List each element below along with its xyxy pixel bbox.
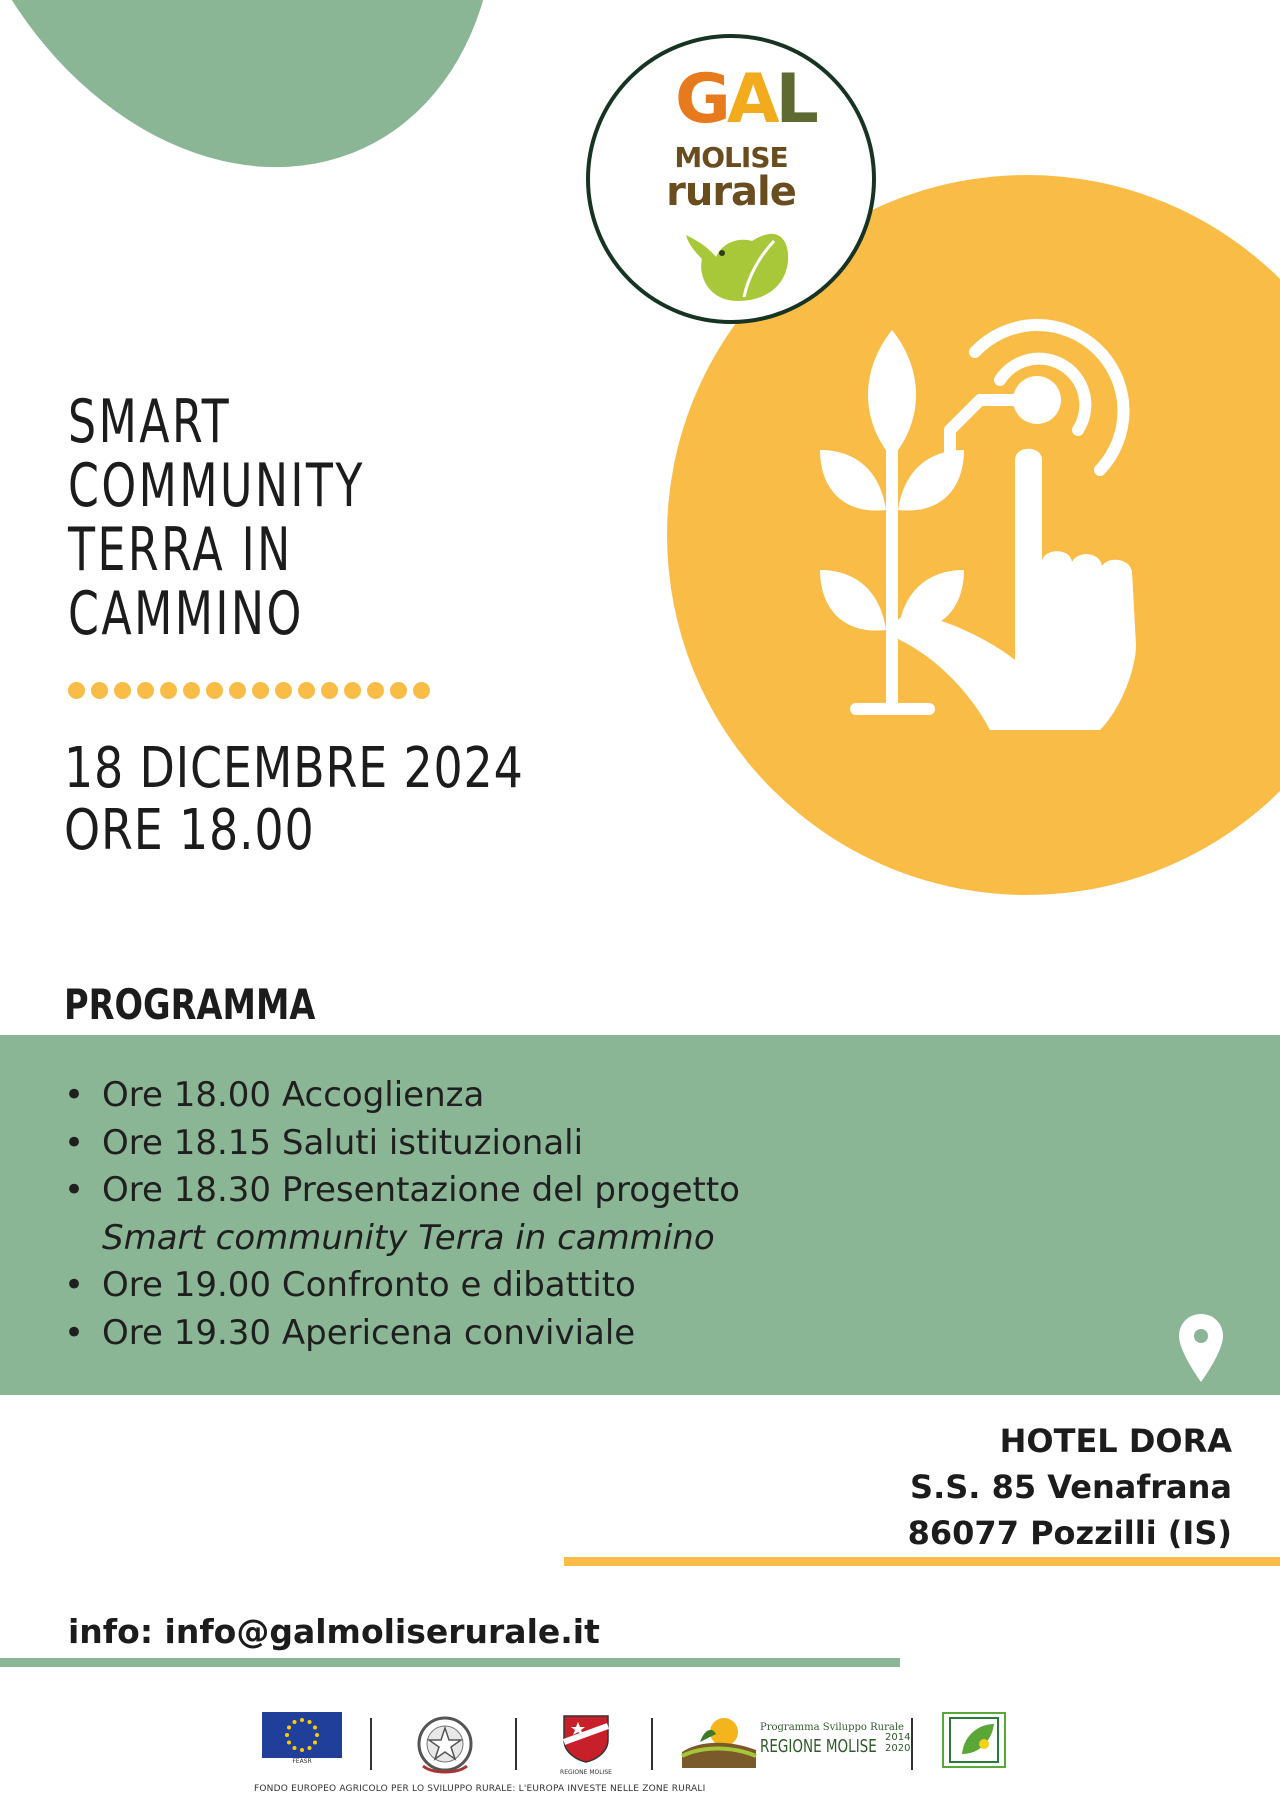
logo-molise-text: MOLISE xyxy=(674,141,788,174)
psr-year-end: 2020 xyxy=(885,1743,911,1754)
italian-republic-emblem xyxy=(413,1714,477,1781)
regione-molise-logo xyxy=(556,1712,616,1776)
divider-dot xyxy=(206,682,223,699)
list-item: • Ore 19.00 Confronto e dibattito xyxy=(64,1262,740,1310)
divider-dot xyxy=(413,682,430,699)
divider-dot xyxy=(321,682,338,699)
divider-dot xyxy=(183,682,200,699)
psr-years xyxy=(885,1732,910,1754)
event-time: ORE 18.00 xyxy=(64,798,315,863)
title-line: TERRA IN xyxy=(68,515,293,585)
psr-molise-logo xyxy=(680,1712,920,1774)
logo-separator xyxy=(370,1718,372,1770)
venue-city: 86077 Pozzilli (IS) xyxy=(907,1514,1232,1552)
divider-dot xyxy=(275,682,292,699)
divider-dot xyxy=(390,682,407,699)
feasr-footer-note: FONDO EUROPEO AGRICOLO PER LO SVILUPPO RURALE: L'EUROPA INVESTE NELLE ZONE RURALI xyxy=(254,1784,706,1794)
title-line: COMMUNITY xyxy=(68,451,365,521)
republic-emblem-icon xyxy=(413,1714,477,1776)
divider-dot xyxy=(229,682,246,699)
psr-landscape-icon xyxy=(680,1712,758,1772)
decorative-green-shape xyxy=(0,0,599,258)
divider-dot xyxy=(137,682,154,699)
leader-leaf-icon xyxy=(944,1714,1004,1766)
psr-region-label: REGIONE MOLISE xyxy=(760,1736,877,1757)
bird-leaf-icon xyxy=(678,223,790,303)
eu-stars-icon xyxy=(282,1715,322,1755)
psr-year-start: 2014 xyxy=(885,1732,911,1743)
gal-wordmark: GAL xyxy=(675,60,815,139)
title-line: CAMMINO xyxy=(68,579,304,649)
logo-separator xyxy=(651,1718,653,1770)
feasr-label: FEASR xyxy=(292,1758,312,1765)
venue-street: S.S. 85 Venafrana xyxy=(910,1468,1232,1506)
dotted-divider xyxy=(68,682,430,699)
sponsor-logos xyxy=(258,1712,1018,1782)
list-item: • Ore 18.00 Accoglienza xyxy=(64,1072,740,1120)
event-title xyxy=(68,387,365,649)
info-underline xyxy=(0,1658,900,1667)
list-item: • Ore 18.15 Saluti istituzionali xyxy=(64,1120,740,1168)
event-date: 18 DICEMBRE 2024 xyxy=(64,736,524,801)
venue-name: HOTEL DORA xyxy=(999,1422,1232,1460)
contact-info: info: info@galmoliserurale.it xyxy=(68,1612,600,1651)
regione-label: REGIONE MOLISE xyxy=(560,1769,612,1776)
title-line: SMART xyxy=(68,387,232,457)
divider-dot xyxy=(68,682,85,699)
location-pin-icon xyxy=(1177,1312,1225,1384)
gal-molise-rurale-logo xyxy=(586,34,876,324)
divider-dot xyxy=(298,682,315,699)
programma-list xyxy=(64,1072,740,1357)
list-item: • Ore 19.30 Apericena conviviale xyxy=(64,1310,740,1358)
smart-agriculture-icon xyxy=(800,270,1240,740)
logo-rurale-text: rurale xyxy=(666,169,796,215)
divider-dot xyxy=(91,682,108,699)
leader-box xyxy=(942,1712,1006,1768)
divider-dot xyxy=(160,682,177,699)
eu-flag-icon xyxy=(262,1712,342,1758)
list-item-continuation: Smart community Terra in cammino xyxy=(102,1217,715,1258)
eu-logo xyxy=(262,1712,342,1765)
divider-dot xyxy=(252,682,269,699)
divider-dot xyxy=(367,682,384,699)
venue-address xyxy=(908,1418,1232,1556)
programma-heading: PROGRAMMA xyxy=(64,980,316,1029)
divider-dot xyxy=(344,682,361,699)
psr-program-label: Programma Sviluppo Rurale xyxy=(760,1722,904,1733)
leader-logo xyxy=(942,1712,1006,1768)
logo-separator xyxy=(515,1718,517,1770)
divider-dot xyxy=(114,682,131,699)
event-datetime xyxy=(64,738,524,862)
address-underline xyxy=(564,1557,1280,1566)
logo-separator xyxy=(911,1718,913,1770)
regione-shield-icon xyxy=(556,1712,616,1764)
list-item: • Ore 18.30 Presentazione del progetto xyxy=(64,1167,740,1215)
